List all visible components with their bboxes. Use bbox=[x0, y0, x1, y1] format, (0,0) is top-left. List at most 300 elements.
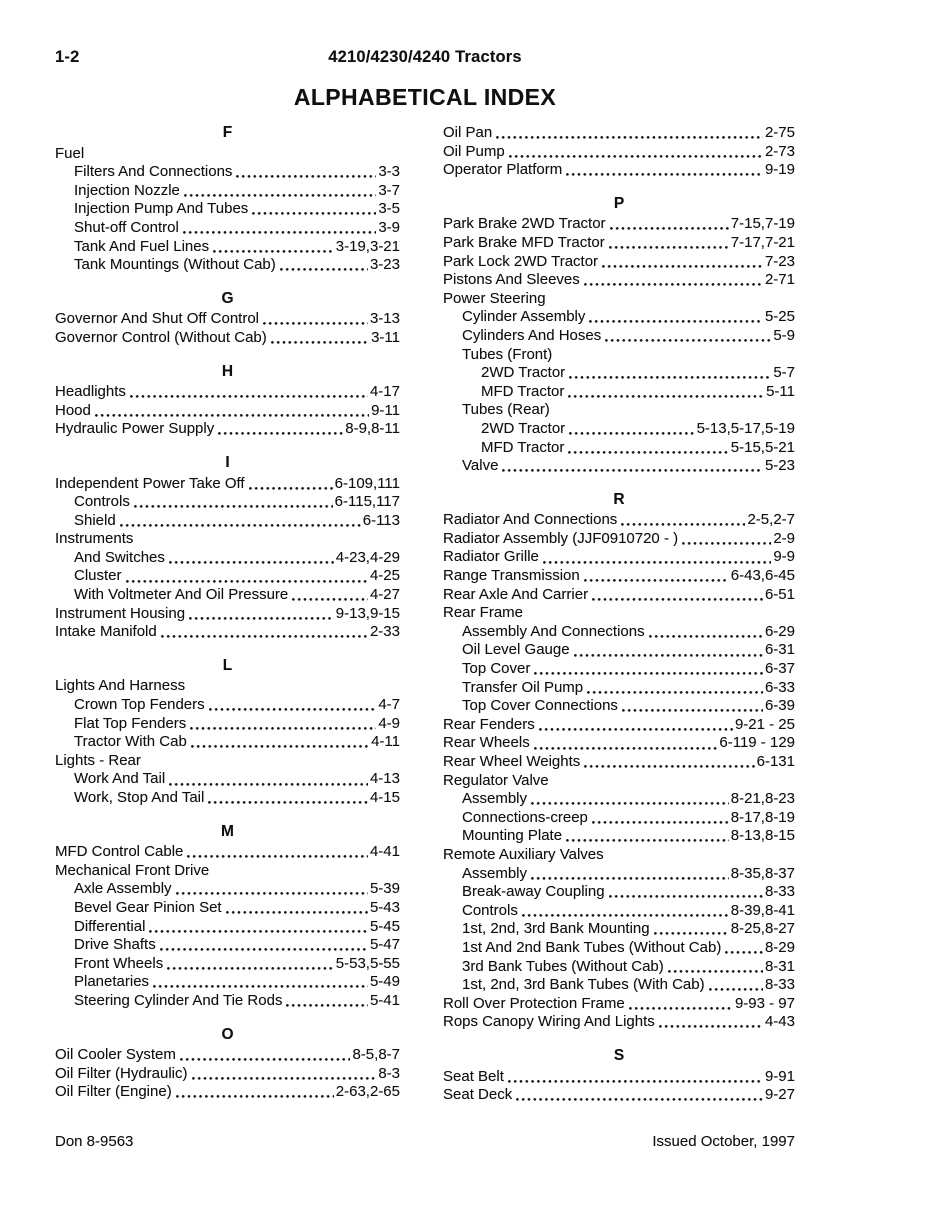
entry-page: 9-19 bbox=[764, 161, 795, 179]
entry-label: Assembly bbox=[462, 790, 528, 808]
entry-label: Front Wheels bbox=[74, 954, 164, 972]
entry-label: Governor And Shut Off Control bbox=[55, 310, 260, 328]
index-entry bbox=[443, 865, 795, 884]
section-entries bbox=[55, 1046, 400, 1102]
dot-leader bbox=[130, 395, 368, 398]
dot-leader bbox=[134, 505, 333, 508]
dot-leader bbox=[609, 895, 763, 898]
dot-leader bbox=[187, 855, 368, 858]
section-entries bbox=[55, 145, 400, 275]
dot-leader bbox=[271, 341, 369, 344]
index-entry bbox=[55, 1065, 400, 1084]
dot-leader bbox=[649, 635, 763, 638]
dot-leader bbox=[126, 580, 368, 583]
index-entry bbox=[443, 679, 795, 698]
entry-page: 9-11 bbox=[371, 401, 400, 419]
entry-page: 6-119 - 129 bbox=[719, 734, 795, 752]
entry-page: 3-11 bbox=[371, 328, 400, 346]
entry-label: Oil Pan bbox=[443, 124, 493, 141]
entry-page: 5-23 bbox=[764, 457, 795, 475]
entry-page: 4-13 bbox=[369, 770, 400, 788]
index-section bbox=[55, 1026, 400, 1102]
index-entry bbox=[55, 163, 400, 182]
entry-label: Oil Filter (Hydraulic) bbox=[55, 1064, 188, 1082]
entry-label: MFD Tractor bbox=[481, 438, 565, 456]
index-entry bbox=[55, 493, 400, 512]
entry-label: Shield bbox=[74, 511, 116, 529]
entry-label: Oil Cooler System bbox=[55, 1046, 176, 1064]
entry-label: Cylinder Assembly bbox=[462, 308, 586, 326]
dot-leader bbox=[213, 250, 334, 253]
index-entry bbox=[55, 383, 400, 402]
dot-leader bbox=[167, 967, 334, 970]
index-entry bbox=[443, 734, 795, 753]
dot-leader bbox=[654, 932, 729, 935]
section-letter: O bbox=[221, 1025, 234, 1043]
entry-page: 5-45 bbox=[369, 917, 400, 935]
index-entry bbox=[55, 973, 400, 992]
dot-leader bbox=[725, 951, 763, 954]
dot-leader bbox=[534, 672, 763, 675]
dot-leader bbox=[569, 376, 771, 379]
index-entry bbox=[443, 143, 795, 162]
entry-page: 3-23 bbox=[369, 256, 400, 274]
dot-leader bbox=[609, 246, 729, 249]
dot-leader bbox=[176, 1095, 334, 1098]
index-entry bbox=[443, 161, 795, 180]
page-number: 1-2 bbox=[55, 48, 80, 66]
index-entry bbox=[443, 308, 795, 327]
entry-label: Mounting Plate bbox=[462, 827, 563, 845]
entry-page: 3-5 bbox=[378, 200, 400, 218]
dot-leader bbox=[191, 745, 369, 748]
entry-label: Park Lock 2WD Tractor bbox=[443, 252, 599, 270]
index-column-right bbox=[443, 124, 795, 1105]
index-entry bbox=[443, 511, 795, 530]
index-entry bbox=[55, 715, 400, 734]
entry-label: Top Cover bbox=[462, 660, 531, 678]
index-entry bbox=[443, 604, 795, 623]
entry-page: 9-9 bbox=[773, 548, 795, 566]
entry-page: 9-21 - 25 bbox=[734, 715, 795, 733]
entry-page: 2-33 bbox=[369, 623, 400, 641]
index-entry bbox=[443, 327, 795, 346]
index-entry bbox=[443, 939, 795, 958]
index-entry bbox=[443, 1013, 795, 1032]
entry-label: Park Brake MFD Tractor bbox=[443, 233, 605, 251]
dot-leader bbox=[189, 617, 334, 620]
dot-leader bbox=[539, 728, 733, 731]
entry-label: Tractor With Cab bbox=[74, 733, 187, 751]
entry-label: Planetaries bbox=[74, 973, 150, 991]
entry-label: Hood bbox=[55, 401, 91, 419]
index-entry bbox=[443, 1068, 795, 1087]
index-entry bbox=[55, 586, 400, 605]
entry-page: 4-15 bbox=[369, 789, 400, 806]
entry-page: 2-5,2-7 bbox=[747, 511, 795, 529]
index-entry bbox=[55, 770, 400, 789]
index-entry bbox=[443, 772, 795, 791]
index-entry bbox=[55, 310, 400, 329]
entry-label: Pistons And Sleeves bbox=[443, 271, 580, 289]
section-entries bbox=[55, 677, 400, 807]
index-entry bbox=[55, 530, 400, 549]
entry-page: 9-91 bbox=[764, 1067, 795, 1085]
entry-label: Range Transmission bbox=[443, 567, 580, 585]
entry-label: Oil Filter (Engine) bbox=[55, 1083, 172, 1101]
entry-label: Lights And Harness bbox=[55, 677, 186, 695]
entry-label: Top Cover Connections bbox=[462, 697, 618, 715]
entry-label: Park Brake 2WD Tractor bbox=[443, 215, 606, 233]
section-entries bbox=[443, 124, 795, 180]
entry-label: 1st, 2nd, 3rd Bank Mounting bbox=[462, 920, 650, 938]
index-entry bbox=[55, 955, 400, 974]
index-entry bbox=[443, 215, 795, 234]
index-entry bbox=[55, 862, 400, 881]
dot-leader bbox=[589, 320, 763, 323]
dot-leader bbox=[502, 469, 763, 472]
dot-leader bbox=[292, 598, 368, 601]
dot-leader bbox=[584, 765, 754, 768]
page-footer bbox=[55, 1133, 795, 1150]
section-letter: H bbox=[221, 362, 234, 380]
index-entry bbox=[55, 420, 400, 439]
entry-page: 8-35,8-37 bbox=[730, 864, 795, 882]
dot-leader bbox=[183, 231, 377, 234]
page-title: ALPHABETICAL INDEX bbox=[293, 84, 557, 110]
entry-page: 9-27 bbox=[764, 1086, 795, 1104]
entry-page: 5-49 bbox=[369, 973, 400, 991]
entry-page: 4-11 bbox=[371, 733, 400, 751]
entry-label: Intake Manifold bbox=[55, 623, 157, 641]
entry-label: 1st And 2nd Bank Tubes (Without Cab) bbox=[462, 938, 722, 956]
dot-leader bbox=[252, 212, 376, 215]
entry-page: 7-17,7-21 bbox=[730, 233, 795, 251]
index-entry bbox=[55, 789, 400, 808]
index-entry bbox=[443, 420, 795, 439]
dot-leader bbox=[192, 1077, 377, 1080]
index-column-left bbox=[55, 124, 400, 1105]
dot-leader bbox=[208, 801, 368, 804]
entry-label: Injection Nozzle bbox=[74, 181, 180, 199]
index-entry bbox=[443, 253, 795, 272]
index-entry bbox=[443, 827, 795, 846]
dot-leader bbox=[209, 708, 377, 711]
entry-page: 8-17,8-19 bbox=[730, 808, 795, 826]
entry-page: 4-9 bbox=[378, 714, 400, 732]
entry-label: 2WD Tractor bbox=[481, 364, 566, 382]
dot-leader bbox=[509, 155, 763, 158]
entry-label: Rops Canopy Wiring And Lights bbox=[443, 1013, 655, 1031]
dot-leader bbox=[584, 283, 763, 286]
index-entry bbox=[55, 605, 400, 624]
index-entry bbox=[55, 329, 400, 348]
entry-page: 8-33 bbox=[764, 976, 795, 994]
dot-leader bbox=[169, 561, 334, 564]
entry-page: 5-47 bbox=[369, 936, 400, 954]
section-entries bbox=[55, 843, 400, 1010]
section-letter: P bbox=[613, 194, 625, 212]
entry-page: 8-39,8-41 bbox=[730, 901, 795, 919]
index-columns bbox=[55, 124, 795, 1105]
index-entry bbox=[443, 457, 795, 476]
entry-page: 6-39 bbox=[764, 697, 795, 715]
dot-leader bbox=[659, 1025, 763, 1028]
dot-leader bbox=[668, 970, 763, 973]
entry-page: 2-63,2-65 bbox=[335, 1083, 400, 1101]
index-entry bbox=[443, 548, 795, 567]
dot-leader bbox=[95, 414, 369, 417]
index-entry bbox=[55, 475, 400, 494]
entry-page: 5-41 bbox=[369, 991, 400, 1009]
dot-leader bbox=[622, 709, 763, 712]
index-entry bbox=[443, 958, 795, 977]
entry-label: With Voltmeter And Oil Pressure bbox=[74, 586, 289, 604]
index-entry bbox=[443, 716, 795, 735]
index-entry bbox=[443, 660, 795, 679]
index-entry bbox=[55, 696, 400, 715]
entry-label: Roll Over Protection Frame bbox=[443, 994, 625, 1012]
entry-page: 4-27 bbox=[369, 586, 400, 604]
section-letter: G bbox=[221, 289, 234, 307]
entry-page: 2-75 bbox=[764, 124, 795, 141]
entry-page: 5-7 bbox=[773, 364, 795, 382]
entry-page: 5-53,5-55 bbox=[335, 954, 400, 972]
index-entry bbox=[443, 586, 795, 605]
entry-page: 3-7 bbox=[378, 181, 400, 199]
index-entry bbox=[55, 512, 400, 531]
entry-label: Instruments bbox=[55, 530, 134, 548]
index-section bbox=[443, 195, 795, 476]
index-entry bbox=[55, 733, 400, 752]
footer-doc-code: Don 8-9563 bbox=[55, 1133, 134, 1150]
index-entry bbox=[55, 238, 400, 257]
section-entries bbox=[55, 475, 400, 642]
section-letter: I bbox=[225, 453, 230, 471]
entry-label: MFD Tractor bbox=[481, 382, 565, 400]
entry-label: Bevel Gear Pinion Set bbox=[74, 898, 222, 916]
entry-label: Rear Fenders bbox=[443, 715, 535, 733]
index-entry bbox=[443, 920, 795, 939]
dot-leader bbox=[153, 985, 368, 988]
entry-label: Radiator Assembly (JJF0910720 - ) bbox=[443, 529, 679, 547]
entry-page: 6-131 bbox=[756, 753, 795, 770]
index-entry bbox=[55, 256, 400, 275]
entry-label: Connections-creep bbox=[462, 808, 588, 826]
index-entry bbox=[443, 697, 795, 716]
index-entry bbox=[55, 936, 400, 955]
entry-page: 5-25 bbox=[764, 308, 795, 326]
dot-leader bbox=[605, 339, 771, 342]
dot-leader bbox=[263, 322, 368, 325]
index-entry bbox=[55, 1083, 400, 1102]
index-entry bbox=[443, 401, 795, 420]
index-entry bbox=[443, 124, 795, 143]
dot-leader bbox=[574, 654, 763, 657]
entry-label: Crown Top Fenders bbox=[74, 696, 205, 714]
index-section bbox=[55, 363, 400, 439]
index-section bbox=[443, 491, 795, 1032]
index-entry bbox=[443, 567, 795, 586]
dot-leader bbox=[602, 265, 763, 268]
index-entry bbox=[55, 899, 400, 918]
entry-page: 6-109,111 bbox=[334, 474, 400, 492]
entry-label: Oil Level Gauge bbox=[462, 641, 570, 659]
entry-label: Steering Cylinder And Tie Rods bbox=[74, 991, 283, 1009]
index-entry bbox=[55, 145, 400, 164]
index-entry bbox=[443, 290, 795, 309]
entry-page: 5-9 bbox=[773, 326, 795, 344]
dot-leader bbox=[226, 911, 368, 914]
entry-page: 2-9 bbox=[773, 529, 795, 547]
entry-label: Work And Tail bbox=[74, 770, 166, 788]
index-entry bbox=[55, 200, 400, 219]
entry-label: Cluster bbox=[74, 567, 122, 585]
entry-label: Flat Top Fenders bbox=[74, 714, 187, 732]
entry-page: 6-33 bbox=[764, 678, 795, 696]
index-entry bbox=[443, 623, 795, 642]
entry-label: Cylinders And Hoses bbox=[462, 326, 602, 344]
dot-leader bbox=[180, 1058, 351, 1061]
entry-label: Radiator Grille bbox=[443, 548, 539, 566]
entry-page: 6-37 bbox=[764, 660, 795, 678]
index-section bbox=[55, 823, 400, 1011]
entry-label: Lights - Rear bbox=[55, 751, 141, 769]
section-entries bbox=[443, 511, 795, 1032]
dot-leader bbox=[190, 727, 376, 730]
entry-page: 6-31 bbox=[764, 641, 795, 659]
entry-label: 3rd Bank Tubes (Without Cab) bbox=[462, 957, 664, 975]
dot-leader bbox=[236, 175, 376, 178]
dot-leader bbox=[610, 227, 729, 230]
entry-page: 4-41 bbox=[369, 843, 400, 861]
dot-leader bbox=[522, 914, 729, 917]
index-entry bbox=[443, 364, 795, 383]
dot-leader bbox=[569, 432, 694, 435]
entry-label: Filters And Connections bbox=[74, 163, 233, 181]
entry-label: Break-away Coupling bbox=[462, 883, 605, 901]
index-entry bbox=[55, 182, 400, 201]
index-entry bbox=[55, 219, 400, 238]
index-entry bbox=[443, 234, 795, 253]
entry-page: 4-7 bbox=[378, 696, 400, 714]
entry-label: Tubes (Front) bbox=[462, 345, 553, 363]
dot-leader bbox=[543, 561, 771, 564]
entry-page: 8-25,8-27 bbox=[730, 920, 795, 938]
index-section bbox=[443, 124, 795, 180]
footer-issue-date: Issued October, 1997 bbox=[652, 1133, 795, 1150]
entry-page: 6-51 bbox=[764, 585, 795, 603]
dot-leader bbox=[169, 783, 368, 786]
index-entry bbox=[443, 846, 795, 865]
entry-label: Assembly And Connections bbox=[462, 622, 645, 640]
dot-leader bbox=[149, 930, 368, 933]
entry-page: 6-43,6-45 bbox=[730, 567, 795, 585]
entry-label: Work, Stop And Tail bbox=[74, 789, 205, 806]
entry-page: 7-15,7-19 bbox=[730, 215, 795, 233]
dot-leader bbox=[508, 1080, 763, 1083]
dot-leader bbox=[184, 194, 376, 197]
entry-label: MFD Control Cable bbox=[55, 843, 184, 861]
entry-label: And Switches bbox=[74, 548, 165, 566]
entry-label: Valve bbox=[462, 457, 499, 475]
index-entry bbox=[443, 530, 795, 549]
dot-leader bbox=[592, 598, 763, 601]
dot-leader bbox=[587, 691, 763, 694]
entry-page: 6-29 bbox=[764, 622, 795, 640]
section-letter: S bbox=[613, 1046, 625, 1064]
index-entry bbox=[443, 346, 795, 365]
index-section bbox=[55, 454, 400, 642]
entry-page: 4-25 bbox=[369, 567, 400, 585]
entry-label: Tubes (Rear) bbox=[462, 401, 550, 419]
entry-label: Differential bbox=[74, 917, 146, 935]
dot-leader bbox=[568, 451, 728, 454]
index-entry bbox=[55, 677, 400, 696]
entry-label: Controls bbox=[74, 493, 130, 511]
entry-page: 9-13,9-15 bbox=[335, 604, 400, 622]
entry-page: 5-11 bbox=[766, 382, 795, 400]
entry-page: 2-71 bbox=[764, 271, 795, 289]
entry-label: 1st, 2nd, 3rd Bank Tubes (With Cab) bbox=[462, 976, 705, 994]
index-section bbox=[55, 124, 400, 275]
index-entry bbox=[55, 567, 400, 586]
entry-label: 2WD Tractor bbox=[481, 419, 566, 437]
entry-label: Radiator And Connections bbox=[443, 511, 618, 529]
dot-leader bbox=[566, 839, 729, 842]
dot-leader bbox=[249, 487, 333, 490]
entry-page: 4-17 bbox=[369, 383, 400, 401]
dot-leader bbox=[531, 802, 729, 805]
index-entry bbox=[443, 753, 795, 772]
index-entry bbox=[443, 902, 795, 921]
entry-page: 3-13 bbox=[369, 310, 400, 328]
index-section bbox=[443, 1047, 795, 1105]
entry-label: Mechanical Front Drive bbox=[55, 861, 210, 879]
section-letter: M bbox=[221, 822, 234, 840]
page-header bbox=[55, 48, 795, 67]
dot-leader bbox=[709, 988, 763, 991]
index-entry bbox=[55, 992, 400, 1011]
entry-page: 8-3 bbox=[378, 1064, 400, 1082]
entry-page: 8-33 bbox=[764, 883, 795, 901]
entry-page: 8-13,8-15 bbox=[730, 827, 795, 845]
entry-label: Hydraulic Power Supply bbox=[55, 420, 215, 438]
index-entry bbox=[443, 995, 795, 1014]
dot-leader bbox=[621, 523, 745, 526]
index-entry bbox=[55, 549, 400, 568]
entry-label: Rear Wheels bbox=[443, 734, 530, 752]
document-title: 4210/4230/4240 Tractors bbox=[328, 48, 522, 66]
entry-label: Rear Wheel Weights bbox=[443, 753, 581, 770]
entry-label: Tank And Fuel Lines bbox=[74, 237, 210, 255]
index-section bbox=[55, 290, 400, 348]
section-letter: F bbox=[222, 124, 233, 141]
entry-page: 4-43 bbox=[764, 1013, 795, 1031]
entry-label: Power Steering bbox=[443, 289, 546, 307]
entry-label: Oil Pump bbox=[443, 142, 505, 160]
section-entries bbox=[443, 1068, 795, 1105]
entry-page: 3-19,3-21 bbox=[335, 237, 400, 255]
section-entries bbox=[443, 215, 795, 475]
section-entries bbox=[55, 383, 400, 439]
entry-page: 7-23 bbox=[764, 252, 795, 270]
entry-page: 3-3 bbox=[378, 163, 400, 181]
entry-label: Remote Auxiliary Valves bbox=[443, 845, 604, 863]
dot-leader bbox=[280, 268, 368, 271]
section-entries bbox=[55, 310, 400, 347]
entry-label: Rear Axle And Carrier bbox=[443, 585, 589, 603]
